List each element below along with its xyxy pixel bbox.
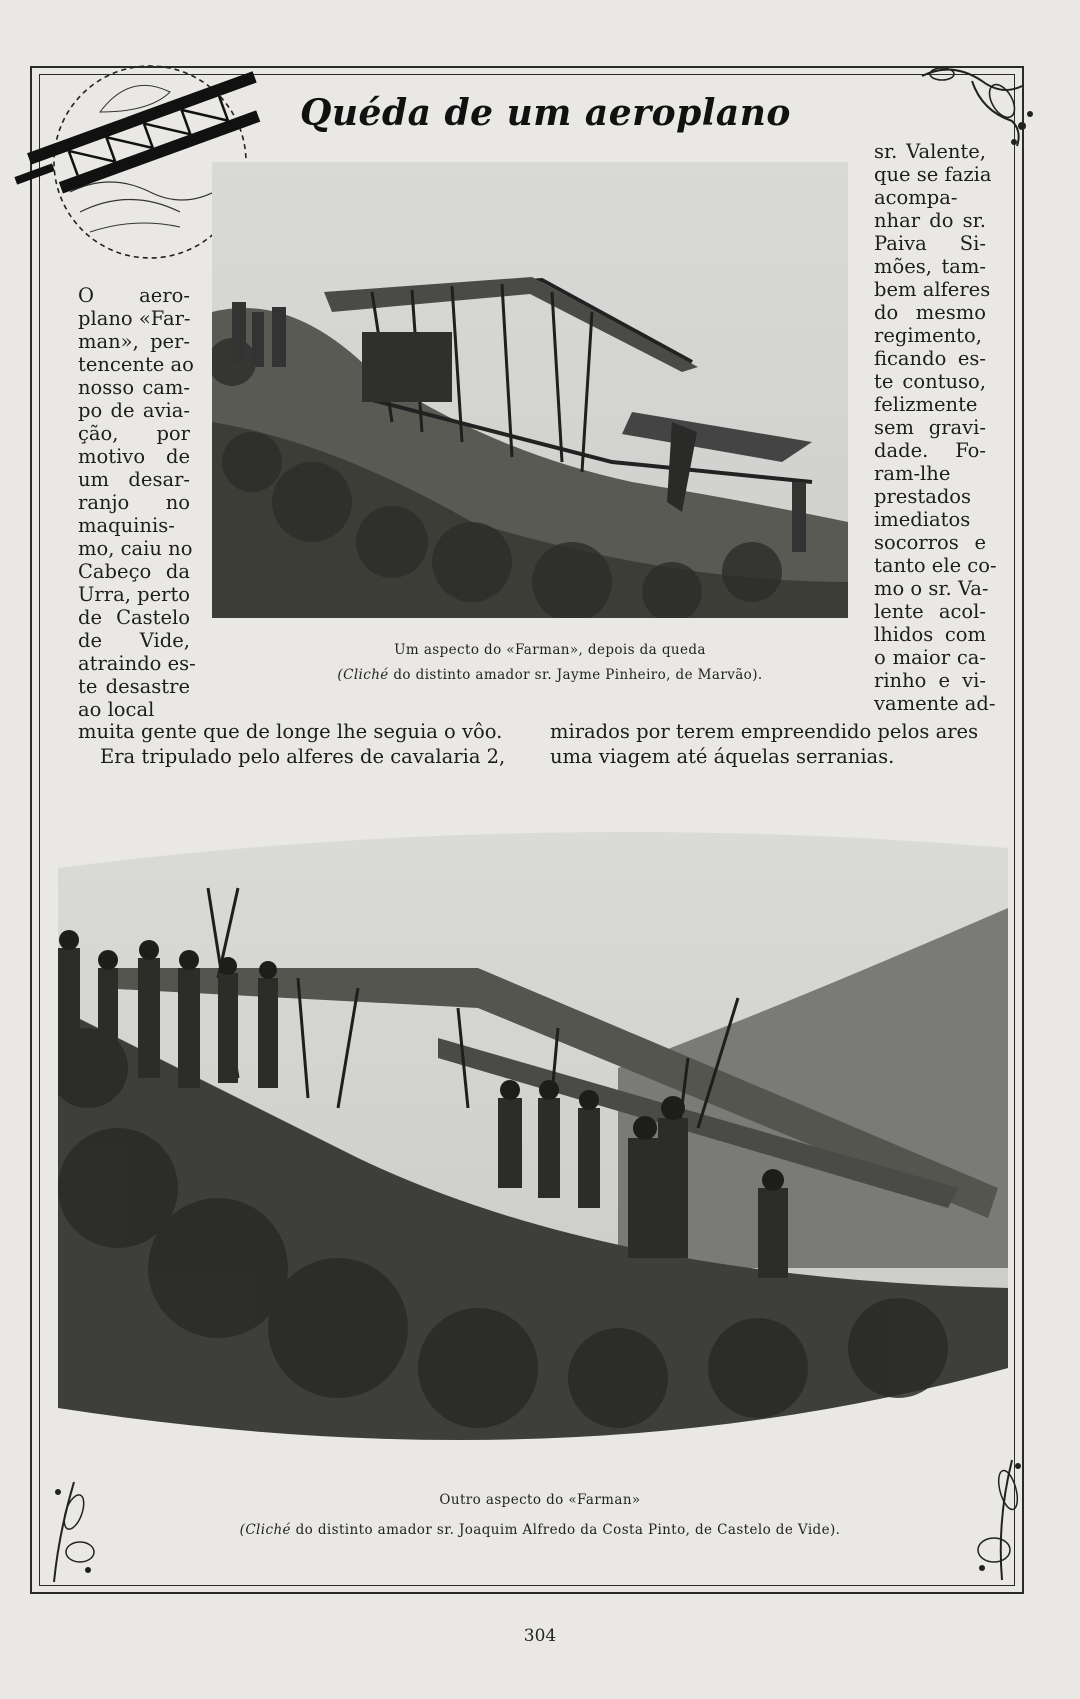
photo-bottom-caption xyxy=(150,1492,930,1538)
text-line: tencente ao xyxy=(78,353,194,376)
caption-credit-text: do distinto amador sr. Jayme Pinheiro, de Marvão). xyxy=(388,667,763,683)
article-right-column xyxy=(874,140,997,715)
text-line: de Vide, xyxy=(78,629,190,652)
caption-credit xyxy=(150,1522,930,1538)
text-line: sem gravi- xyxy=(874,416,986,439)
text-line: mões, tam- xyxy=(874,255,986,278)
text-line: atraindo es- xyxy=(78,652,196,675)
photo-plane-after-crash xyxy=(212,162,848,618)
text-line: Urra, perto xyxy=(78,583,191,606)
caption-line: Outro aspecto do «Farman» xyxy=(439,1492,641,1508)
text-line: nosso cam- xyxy=(78,376,190,399)
text-line: acompa- xyxy=(874,186,958,209)
text-line: plano «Far- xyxy=(78,307,191,330)
text-line: regimento, xyxy=(874,324,982,347)
text-line: te desastre xyxy=(78,675,190,698)
floral-ornament-bottom-right-icon xyxy=(972,1450,1032,1584)
text-line: ranjo no xyxy=(78,491,190,514)
text-line: imediatos xyxy=(874,508,971,531)
text-line: vamente ad- xyxy=(874,692,996,715)
caption-credit xyxy=(300,667,800,683)
article-title: Quéda de um aeroplano xyxy=(300,92,791,134)
text-line: man», per- xyxy=(78,330,190,353)
photo-top-caption xyxy=(300,642,800,683)
text-line: mirados por terem empreendido pelos ares xyxy=(550,720,979,743)
floral-ornament-bottom-left-icon xyxy=(44,1472,104,1584)
text-line: O aero- xyxy=(78,284,190,307)
text-line: ficando es- xyxy=(874,347,986,370)
text-line: lente acol- xyxy=(874,600,986,623)
text-line: dade. Fo- xyxy=(874,439,986,462)
text-line: lhidos com xyxy=(874,623,986,646)
caption-credit-text: do distinto amador sr. Joaquim Alfredo da Costa Pinto, de Castelo de Vide). xyxy=(290,1522,841,1538)
caption-line: Um aspecto do «Farman», depois da queda xyxy=(394,642,706,658)
text-line: tanto ele co- xyxy=(874,554,997,577)
text-line: prestados xyxy=(874,485,972,508)
text-line: mo o sr. Va- xyxy=(874,577,989,600)
text-line: o maior ca- xyxy=(874,646,986,669)
text-line: rinho e vi- xyxy=(874,669,986,692)
text-line: po de avia- xyxy=(78,399,190,422)
text-line: muita gente que de longe lhe seguia o vôo. xyxy=(78,720,503,743)
text-line: motivo de xyxy=(78,445,190,468)
text-line: te contuso, xyxy=(874,370,986,393)
text-line: ao local xyxy=(78,698,155,721)
article-left-column xyxy=(78,284,196,721)
text-line: um desar- xyxy=(78,468,190,491)
text-line: ção, por xyxy=(78,422,190,445)
text-line: Cabeço da xyxy=(78,560,190,583)
text-line: maquinis- xyxy=(78,514,175,537)
caption-italic: (Cliché xyxy=(337,667,389,683)
text-line: que se fazia xyxy=(874,163,992,186)
text-line: Paiva Si- xyxy=(874,232,986,255)
text-line: felizmente xyxy=(874,393,978,416)
text-line: ram-lhe xyxy=(874,462,951,485)
text-line: de Castelo xyxy=(78,606,190,629)
photo-plane-crowd xyxy=(58,808,1008,1454)
text-line: bem alferes xyxy=(874,278,991,301)
text-line: uma viagem até áquelas serranias. xyxy=(550,745,895,768)
caption-italic: (Cliché xyxy=(239,1522,291,1538)
text-line: do mesmo xyxy=(874,301,986,324)
text-line: mo, caiu no xyxy=(78,537,193,560)
text-line: sr. Valente, xyxy=(874,140,986,163)
page-number: 304 xyxy=(523,1626,557,1646)
text-line: nhar do sr. xyxy=(874,209,986,232)
text-line: Era tripulado pelo alferes de cavalaria 2, xyxy=(100,745,506,768)
text-line: socorros e xyxy=(874,531,986,554)
